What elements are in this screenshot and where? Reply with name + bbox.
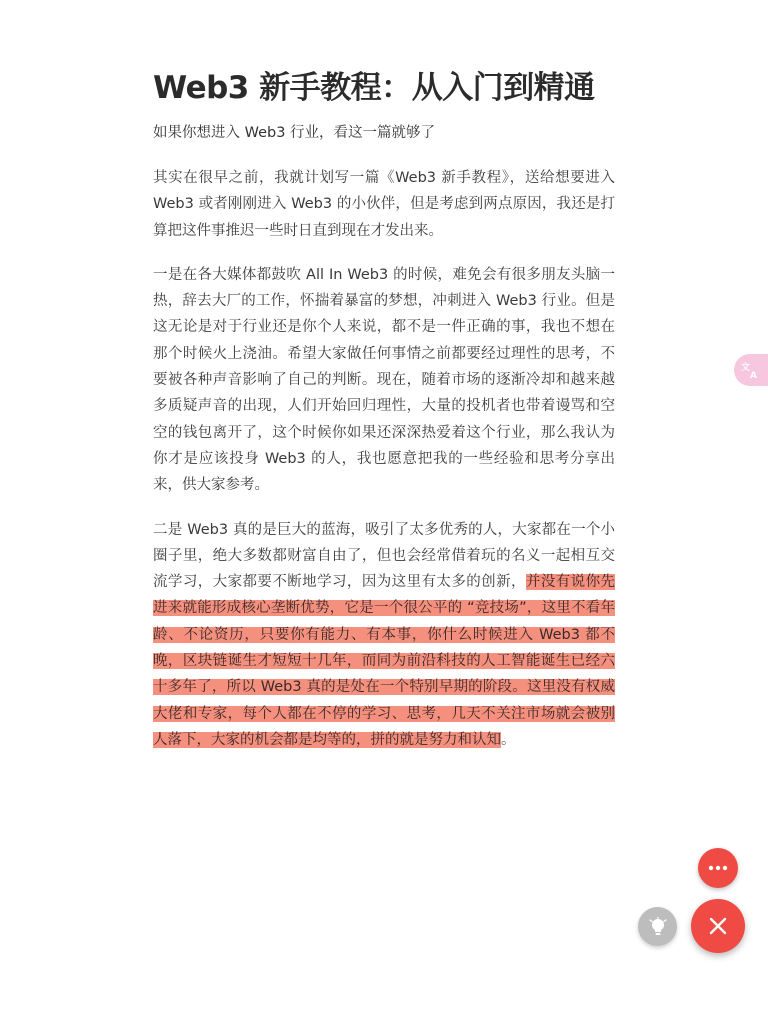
translate-button[interactable] (734, 354, 768, 386)
article (153, 64, 615, 753)
svg-text:A: A (750, 371, 757, 379)
article-paragraph: 一是在各大媒体都鼓吹 All In Web3 的时候，难免会有很多朋友头脑一热，辞去大厂的工作，怀揣着暴富的梦想，冲刺进入 Web3 行业。但是这无论是对于行业还是你个人来说，都不是一件正确的事，我也不想在那个时候火上浇油。希望大家做任何事情之前都要经过理性的思考，不要被各种声音影响了自己的判断。现在，随着市场的逐渐冷却和越来越多质疑声音的出现，人们开始回归理性，大量的投机者也带着谩骂和空空的钱包离开了，这个时候你如果还深深热爱着这个行业，那么我认为你才是应该投身 Web3 的人，我也愿意把我的一些经验和思考分享出来，供大家参考。 (153, 266, 615, 494)
paragraph-text-end: 。 (501, 731, 516, 748)
close-menu-button[interactable] (691, 899, 745, 953)
more-options-button[interactable] (698, 848, 738, 888)
highlighted-text[interactable]: 并没有说你先进来就能形成核心垄断优势，它是一个很公平的 “竞技场”，这里不看年龄、不论资历，只要你有能力、有本事，你什么时候进入 Web3 都不晚，区块链诞生才短短十几年，而同为前沿科技的人工智能诞生已经六十多年了，所以 Web3 真的是处在一个特别早期的阶段。这里没有权威大佬和专家，每个人都在不停的学习、思考，几天不关注市场就会被别人落下，大家的机会都是均等的，拼的就是努力和认知 (153, 574, 616, 748)
article-paragraph: 其实在很早之前，我就计划写一篇《Web3 新手教程》，送给想要进入 Web3 或者刚刚进入 Web3 的小伙伴，但是考虑到两点原因，我还是打算把这件事推迟一些时日直到现在才发出来。 (153, 170, 615, 239)
article-paragraph (153, 517, 615, 754)
lightbulb-icon (649, 917, 667, 937)
article-title: Web3 新手教程：从入门到精通 (153, 70, 595, 106)
svg-text:文: 文 (741, 363, 751, 373)
close-icon (709, 917, 727, 935)
paragraph-text: 二是 Web3 真的是巨大的蓝海，吸引了太多优秀的人，大家都在一个小圈子里，绝大多数都财富自由了，但也会经常借着玩的名义一起相互交流学习，大家都要不断地学习，因为这里有太多的创新， (153, 521, 615, 591)
translate-icon (741, 361, 761, 379)
highlight-tool-button[interactable] (638, 907, 677, 946)
article-subtitle: 如果你想进入 Web3 行业，看这一篇就够了 (153, 125, 436, 141)
more-horizontal-icon (708, 865, 728, 871)
